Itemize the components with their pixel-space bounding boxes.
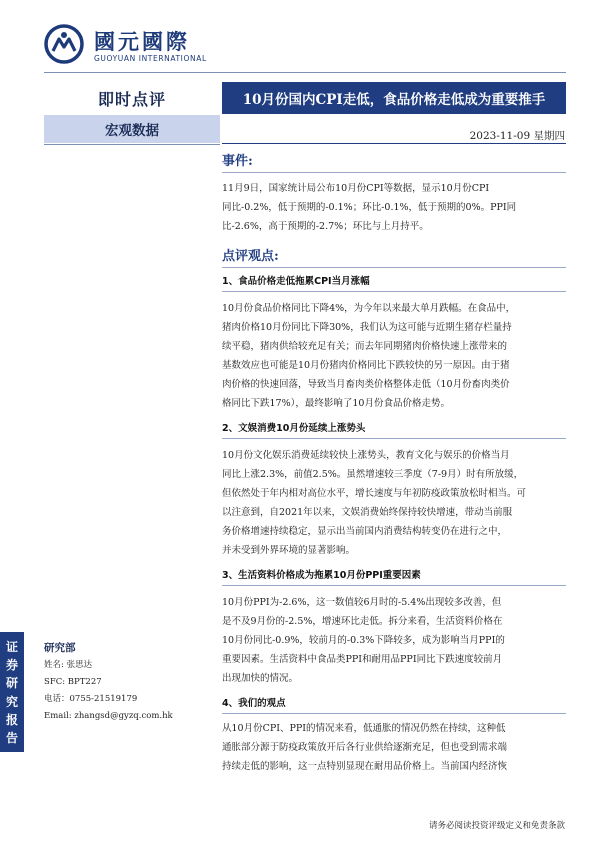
section-heading-2: 2、文娱消费10月份延续上涨势头 — [222, 423, 366, 434]
report-category: 宏观数据 — [44, 115, 220, 143]
company-logo — [44, 24, 207, 68]
report-date: 2023-11-09 星期四 — [469, 130, 565, 142]
section-heading-3: 3、生活资料价格成为拖累10月份PPI重要因素 — [222, 570, 421, 581]
analyst-phone: 电话：0755-21519179 — [44, 694, 138, 704]
date-divider — [222, 143, 566, 144]
category-divider — [44, 144, 220, 145]
department: 研究部 — [44, 642, 76, 654]
tag-char: 券 — [5, 658, 18, 673]
tag-char: 告 — [5, 730, 18, 745]
disclaimer-footer: 请务必阅读投资评级定义和免责条款 — [428, 821, 565, 831]
event-heading: 事件: — [222, 154, 253, 169]
report-title: 10月份国内CPI走低，食品价格走低成为重要推手 — [222, 82, 566, 114]
logo-text-cn: 國元國際 — [94, 30, 190, 54]
tag-char: 研 — [5, 676, 18, 691]
report-section-label: 即时点评 — [97, 89, 166, 109]
analyst-email[interactable]: Email: zhangsd@gyzq.com.hk — [44, 711, 173, 721]
tag-char: 报 — [5, 712, 18, 727]
section-paragraph-1: 10月份食品价格同比下降4%，为今年以来最大单月跌幅。在食品中， 猪肉价格10月份同比下降30%，我们认为这可能与近期生猪存栏量持 续平稳，猪肉供给较充足有关；而去年同期猪肉价格快速上涨带来的 基数效应也可能是10月份猪肉价格同比下跌较快的另一原因。由于猪 肉价格的快速回落，导致当月畜肉类价格整体走低（10月份畜肉类价 格同比下跌17%），最终影响了10月份食品价格走势。 — [222, 303, 516, 409]
section-paragraph-2: 10月份文化娱乐消费延续较快上涨势头，教育文化与娱乐的价格当月 同比上涨2.3%，前值2.5%。虽然增速较三季度（7-9月）时有所放缓， 但依然处于年内相对高位水平，增长速度与年初防疫政策放松时相当。可 以注意到，自2021年以来，文娱消费始终保持较快增速，带动当前服 务价格增速持续稳定，显示出当前国内消费结构转变仍在进行之中， 并未受到外界环境的显著影响。 — [222, 450, 527, 556]
section-heading-4: 4、我们的观点 — [222, 698, 286, 709]
analyst-info — [44, 641, 214, 725]
analyst-sfc: SFC: BPT227 — [44, 677, 102, 687]
research-report-tag — [0, 632, 24, 752]
tag-char: 究 — [5, 694, 18, 709]
section-paragraph-3: 10月份PPI为-2.6%，这一数值较6月时的-5.4%出现较多改善，但 是不及9月份的-2.5%，增速环比走低。拆分来看，生活资料价格在 10月份同比-0.9%，较前月的-0.3%下降较多，成为影响当月PPI的 重要因素。生活资料中食品类PPI和耐用品PPI同比下跌速度较前月 出现加快的情况。 — [222, 597, 505, 684]
tag-char: 证 — [5, 640, 18, 654]
comment-heading: 点评观点: — [222, 249, 279, 264]
analyst-name: 姓名: 张思达 — [44, 660, 93, 670]
section-heading-1: 1、食品价格走低拖累CPI当月涨幅 — [222, 276, 370, 287]
report-body — [222, 152, 566, 776]
section-paragraph-4: 从10月份CPI、PPI的情况来看，低通胀的情况仍然在持续，这种低 通胀部分源于防疫政策放开后各行业供给逐渐充足，但也受到需求端 持续走低的影响，这一点特别显现在耐用品价格上。当前国内经济恢 — [222, 723, 508, 772]
header-divider — [44, 72, 566, 73]
event-paragraph: 11月9日，国家统计局公布10月份CPI等数据，显示10月份CPI 同比-0.2%，低于预期的-0.1%；环比-0.1%，低于预期的0%。PPI同 比-2.6%，高于预期的-2.7%；环比与上月持平。 — [222, 183, 517, 232]
logo-text-en: GUOYUAN INTERNATIONAL — [94, 54, 207, 63]
guoyuan-logo-icon — [44, 24, 84, 64]
